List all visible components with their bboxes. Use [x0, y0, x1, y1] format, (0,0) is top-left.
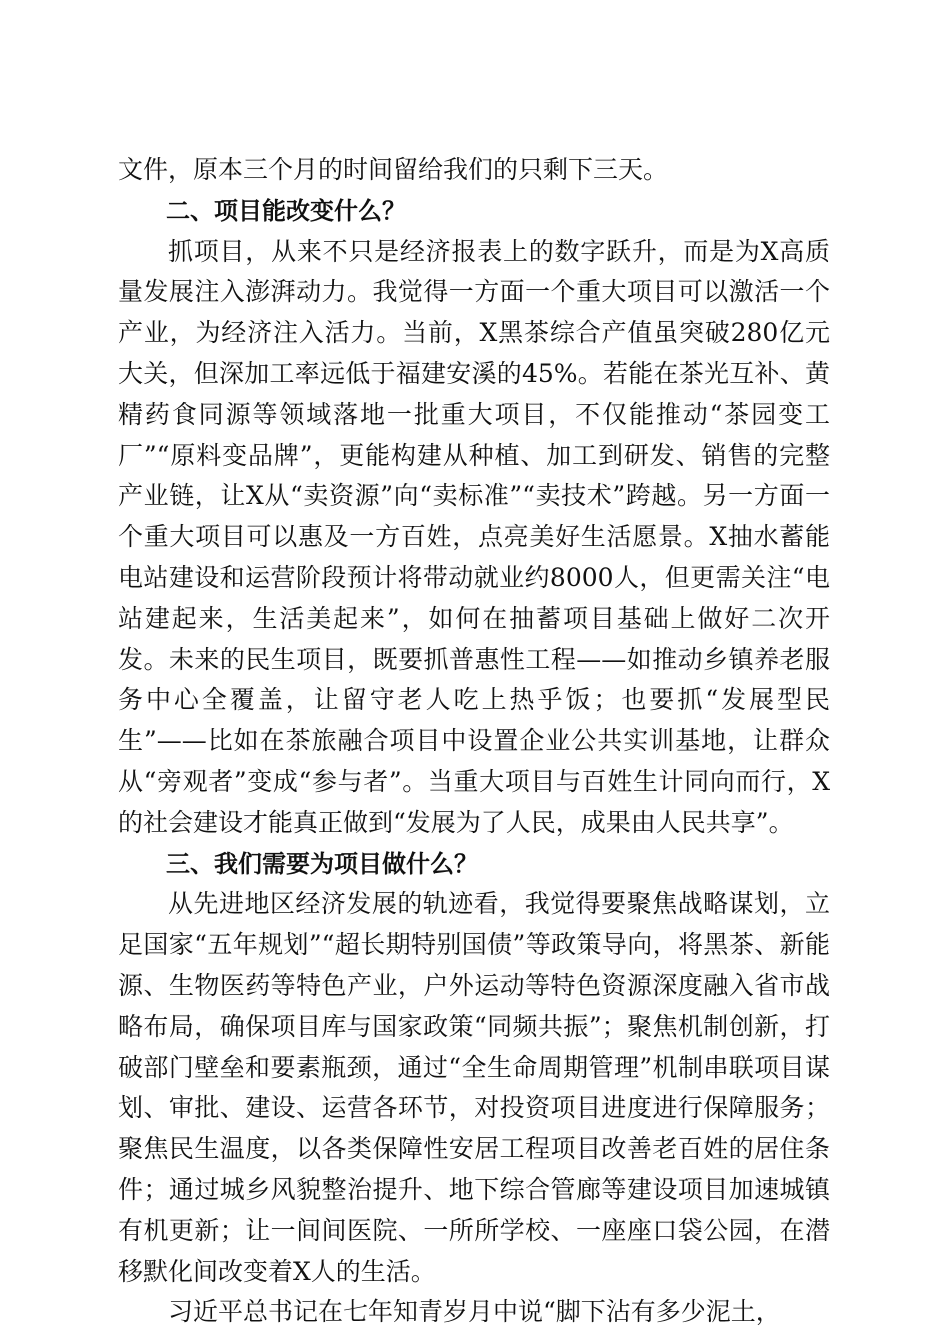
paragraph-section-3: 从先进地区经济发展的轨迹看，我觉得要聚焦战略谋划，立足国家“五年规划”“超长期特别国债”等政策导向，将黑茶、新能源、生物医药等特色产业，户外运动等特色资源深度融入省市战略布局，确保项目库与国家政策“同频共振”；聚焦机制创新，打破部门壁垒和要素瓶颈，通过“全生命周期管理”机制串联项目谋划、审批、建设、运营各环节，对投资项目进度进行保障服务；聚焦民生温度，以各类保障性安居工程项目改善老百姓的居住条件；通过城乡风貌整治提升、地下综合管廊等建设项目加速城镇有机更新；让一间间医院、一所所学校、一座座口袋公园，在潜移默化间改变着X人的生活。	[118, 889, 830, 1286]
paragraph-quote-start: 习近平总书记在七年知青岁月中说“脚下沾有多少泥土，	[168, 1297, 781, 1327]
section-heading-2: 二、项目能改变什么？	[166, 196, 406, 225]
section-heading-3: 三、我们需要为项目做什么？	[166, 849, 478, 878]
paragraph-section-2: 抓项目，从来不只是经济报表上的数字跃升，而是为X高质量发展注入澎湃动力。我觉得一方面一个重大项目可以激活一个产业，为经济注入活力。当前，X黑茶综合产值虽突破280亿元大关，但深加工率远低于福建安溪的45%。若能在茶光互补、黄精药食同源等领域落地一批重大项目，不仅能推动“茶园变工厂”“原料变品牌”，更能构建从种植、加工到研发、销售的完整产业链，让X从“卖资源”向“卖标准”“卖技术”跨越。另一方面一个重大项目可以惠及一方百姓，点亮美好生活愿景。X抽水蓄能电站建设和运营阶段预计将带动就业约8000人，但更需关注“电站建起来，生活美起来”，如何在抽蓄项目基础上做好二次开发。未来的民生项目，既要抓普惠性工程——如推动乡镇养老服务中心全覆盖，让留守老人吃上热乎饭；也要抓“发展型民生”——比如在茶旅融合项目中设置企业公共实训基地，让群众从“旁观者”变成“参与者”。当重大项目与百姓生计同向而行，X的社会建设才能真正做到“发展为了人民，成果由人民共享”。	[118, 236, 830, 837]
document-body	[118, 150, 830, 1333]
paragraph-continued: 文件，原本三个月的时间留给我们的只剩下三天。	[118, 155, 669, 184]
